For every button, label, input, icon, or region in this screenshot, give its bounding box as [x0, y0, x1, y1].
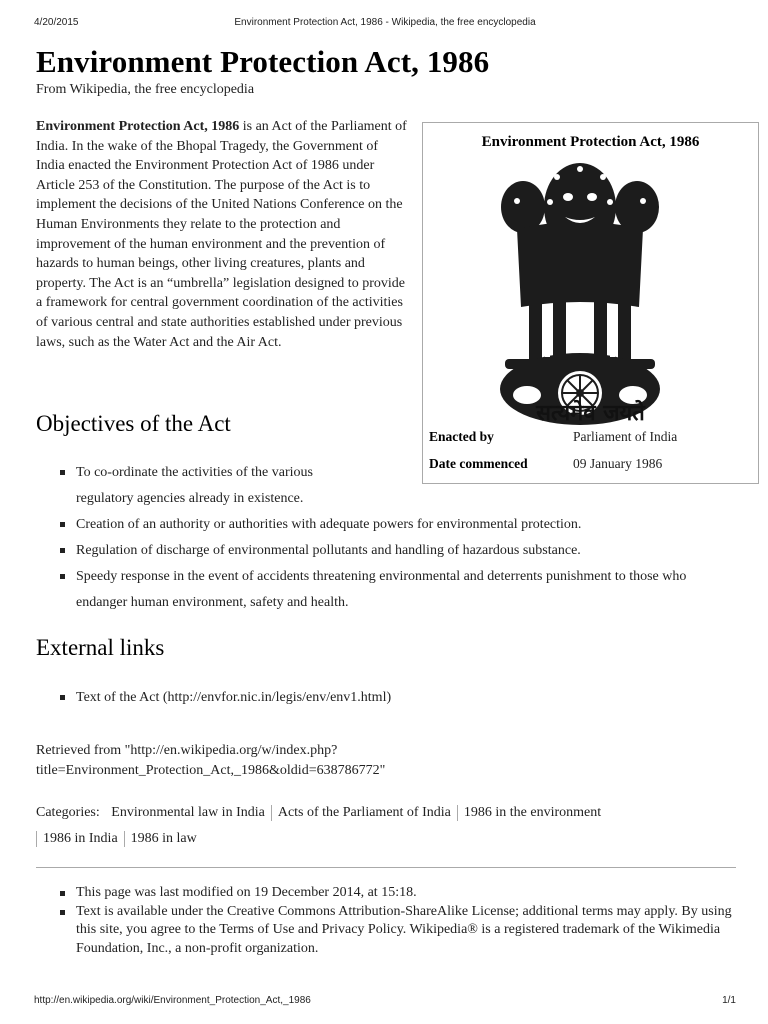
infobox-label: Enacted by — [429, 429, 494, 444]
infobox-value[interactable]: Parliament of India — [573, 429, 678, 444]
category-link[interactable]: Acts of the Parliament of India — [271, 805, 457, 821]
list-item: To co-ordinate the activities of the various regulatory agencies already in existence. — [36, 460, 346, 512]
print-header — [34, 17, 736, 31]
external-link[interactable]: Text of the Act (http://envfor.nic.in/legis/env/env1.html) — [36, 685, 736, 711]
tagline: From Wikipedia, the free encyclopedia — [36, 82, 255, 97]
category-link[interactable]: 1986 in law — [124, 831, 203, 847]
objectives-list-first — [36, 460, 346, 512]
print-footer — [34, 995, 736, 1009]
category-link[interactable]: 1986 in the environment — [457, 805, 607, 821]
infobox — [422, 122, 759, 484]
category-link[interactable]: Environmental law in India — [111, 805, 265, 820]
infobox-title: Environment Protection Act, 1986 — [481, 134, 700, 150]
heading-objectives: Objectives of the Act — [36, 411, 231, 436]
list-item: Regulation of discharge of environmental pollutants and handling of hazardous substance. — [36, 538, 736, 564]
print-page-number: 1/1 — [722, 995, 736, 1006]
category-link[interactable]: 1986 in India — [36, 831, 124, 847]
state-emblem-icon — [495, 157, 665, 429]
lead-bold-term: Environment Protection Act, 1986 — [36, 119, 240, 134]
retrieved-from: Retrieved from "http://en.wikipedia.org/w/index.php?title=Environment_Protection_Act,_1986&oldid=638786772" — [36, 743, 386, 778]
heading-external-links: External links — [36, 635, 165, 660]
footer-divider — [36, 867, 736, 868]
lead-text: is an Act of the Parliament of India. In the wake of the Bhopal Tragedy, the Government of India enacted the Environment Protection Act of 1986 under Article 253 of the Constitution. The purpose of the Act is to implement the decisions of the United Nations Conference on the Human Environments they relate to the protection and improvement of the human environment and the prevention of hazards to human beings, other living creatures, plants and property. The Act is an “umbrella” legislation designed to provide a framework for central government coordination of the activities of various central and state authorities established under previous laws, such as the Water Act and the Air Act. — [36, 119, 407, 350]
print-url: http://en.wikipedia.org/wiki/Environment_Protection_Act,_1986 — [34, 995, 311, 1006]
objectives-list — [36, 512, 736, 616]
list-item: Speedy response in the event of accidents threatening environmental and deterrents punishment to those who endanger human environment, safety and health. — [36, 564, 736, 616]
infobox-value: 09 January 1986 — [573, 456, 663, 471]
page-title: Environment Protection Act, 1986 — [36, 44, 490, 79]
categories-label: Categories: — [36, 805, 100, 820]
category-links — [36, 800, 736, 852]
last-modified-note: This page was last modified on 19 December 2014, at 15:18. — [36, 884, 736, 903]
print-date: 4/20/2015 — [34, 17, 79, 28]
list-item: Creation of an authority or authorities with adequate powers for environmental protection. — [36, 512, 736, 538]
external-links-list — [36, 685, 736, 711]
lead-paragraph — [36, 117, 408, 352]
footer-info-list — [36, 884, 736, 958]
infobox-label: Date commenced — [429, 456, 528, 471]
emblem-motto: सत्यमेव जयते — [536, 401, 645, 426]
license-note: Text is available under the Creative Commons Attribution-ShareAlike License; additional terms may apply. By using this site, you agree to the Terms of Use and Privacy Policy. Wikipedia® is a registered trademark of the Wikimedia Foundation, Inc., a non-profit organization. — [36, 903, 736, 959]
print-page-title: Environment Protection Act, 1986 - Wikipedia, the free encyclopedia — [234, 17, 536, 28]
